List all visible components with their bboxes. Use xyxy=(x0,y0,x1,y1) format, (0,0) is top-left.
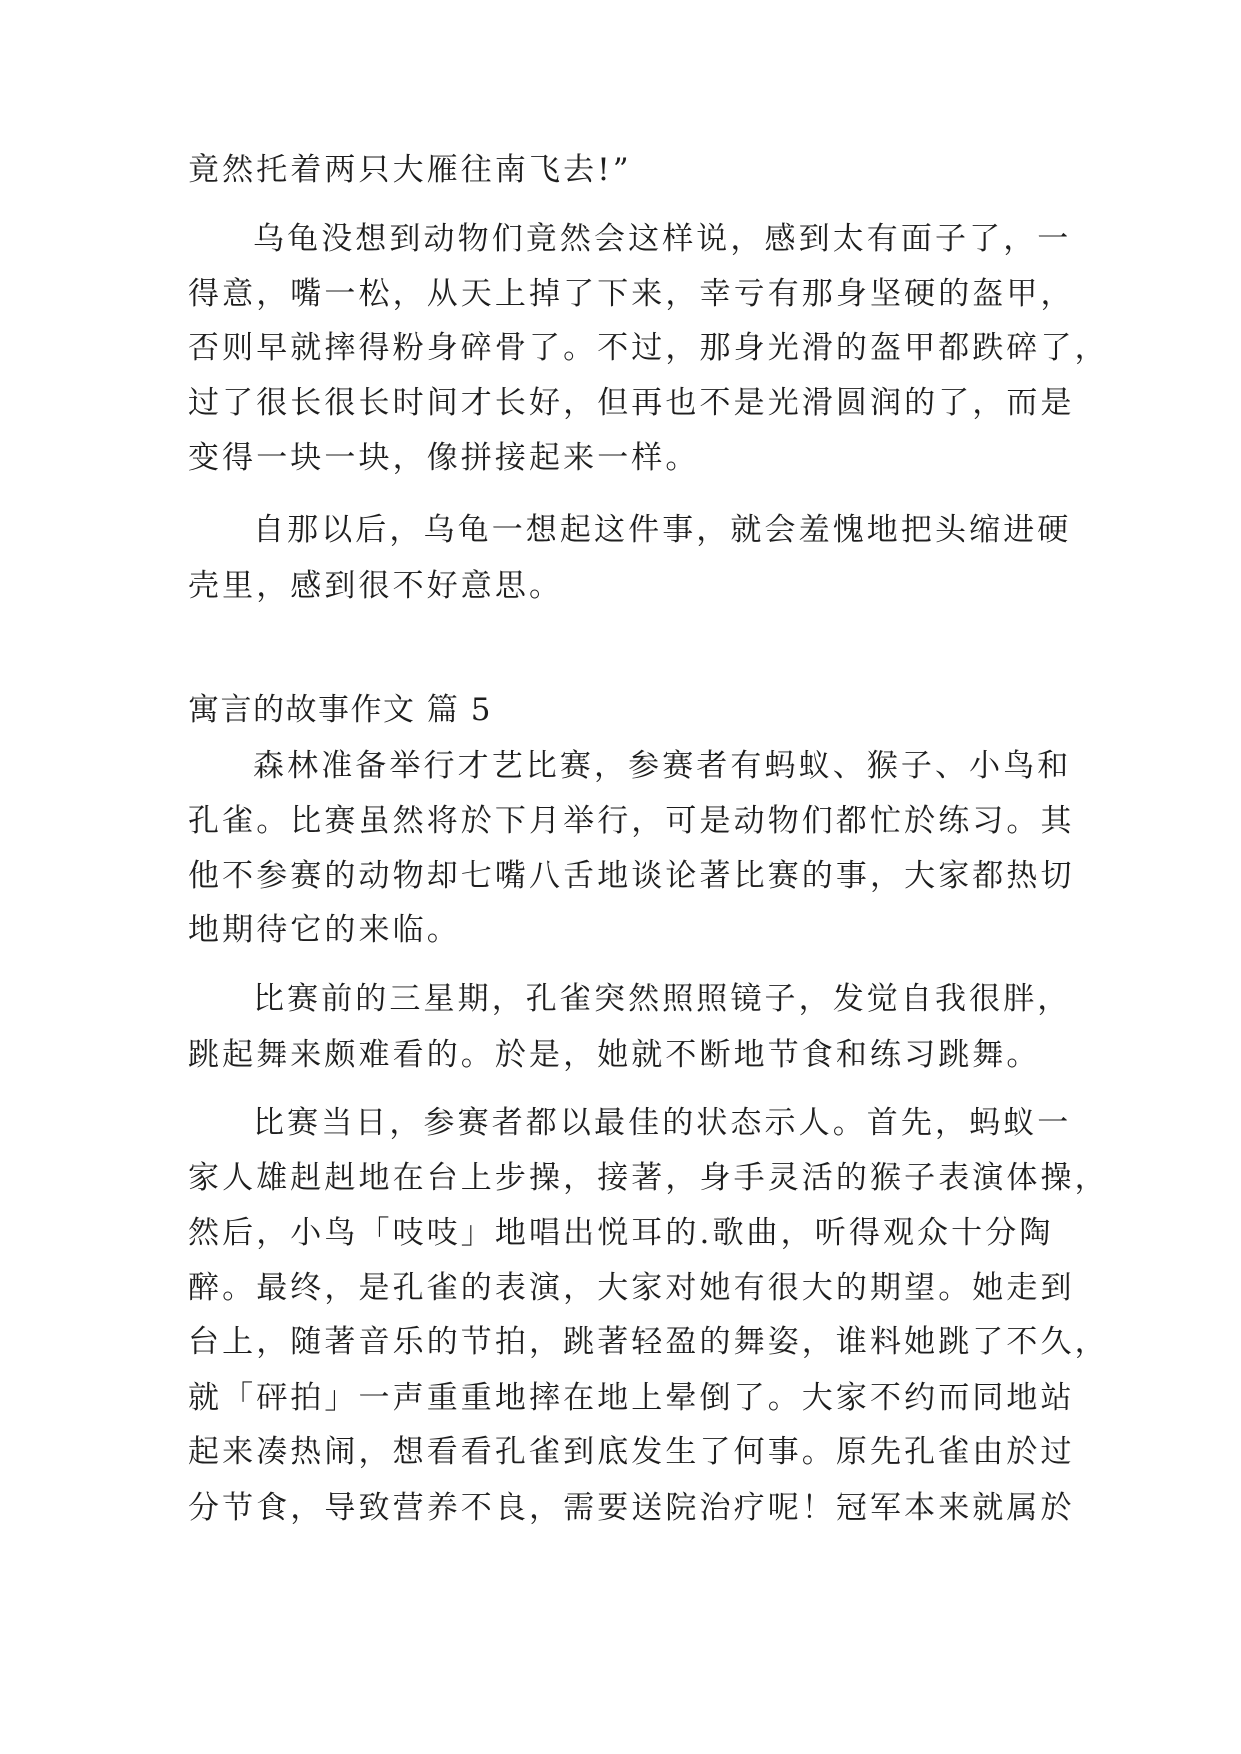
text-line: 跳起舞来颇难看的。於是，她就不断地节食和练习跳舞。 xyxy=(188,1037,1041,1073)
text-line: 台上，随著音乐的节拍，跳著轻盈的舞姿，谁料她跳了不久， xyxy=(188,1324,1109,1360)
text-line: 起来凑热闹，想看看孔雀到底发生了何事。原先孔雀由於过 xyxy=(188,1434,1075,1470)
text-line: 得意，嘴一松，从天上掉了下来，幸亏有那身坚硬的盔甲， xyxy=(188,276,1075,312)
text-line: 变得一块一块，像拼接起来一样。 xyxy=(188,440,700,476)
text-line: 然后，小鸟「吱吱」地唱出悦耳的.歌曲，听得观众十分陶 xyxy=(188,1215,1054,1251)
text-line: 过了很长很长时间才长好，但再也不是光滑圆润的了，而是 xyxy=(188,385,1075,421)
text-line: 就「砰拍」一声重重地摔在地上晕倒了。大家不约而同地站 xyxy=(188,1380,1075,1416)
section-heading: 寓言的故事作文 篇 5 xyxy=(188,692,492,728)
text-line: 他不参赛的动物却七嘴八舌地谈论著比赛的事，大家都热切 xyxy=(188,858,1075,894)
text-line: 比赛前的三星期，孔雀突然照照镜子，发觉自我很胖， xyxy=(253,981,1072,1017)
text-line: 自那以后，乌龟一想起这件事，就会羞愧地把头缩进硬 xyxy=(253,512,1072,548)
text-line: 乌龟没想到动物们竟然会这样说，感到太有面子了，一 xyxy=(253,221,1072,257)
text-line: 家人雄赳赳地在台上步操，接著，身手灵活的猴子表演体操， xyxy=(188,1160,1109,1196)
text-line: 孔雀。比赛虽然将於下月举行，可是动物们都忙於练习。其 xyxy=(188,803,1075,839)
text-line: 竟然托着两只大雁往南飞去!” xyxy=(188,152,632,188)
text-line: 森林准备举行才艺比赛，参赛者有蚂蚁、猴子、小鸟和 xyxy=(253,748,1072,784)
text-line: 地期待它的来临。 xyxy=(188,912,461,948)
text-line: 壳里，感到很不好意思。 xyxy=(188,568,564,604)
text-line: 分节食，导致营养不良，需要送院治疗呢！冠军本来就属於 xyxy=(188,1490,1075,1526)
text-line: 否则早就摔得粉身碎骨了。不过，那身光滑的盔甲都跌碎了， xyxy=(188,330,1109,366)
text-line: 醉。最终，是孔雀的表演，大家对她有很大的期望。她走到 xyxy=(188,1270,1075,1306)
text-line: 比赛当日，参赛者都以最佳的状态示人。首先，蚂蚁一 xyxy=(253,1105,1072,1141)
